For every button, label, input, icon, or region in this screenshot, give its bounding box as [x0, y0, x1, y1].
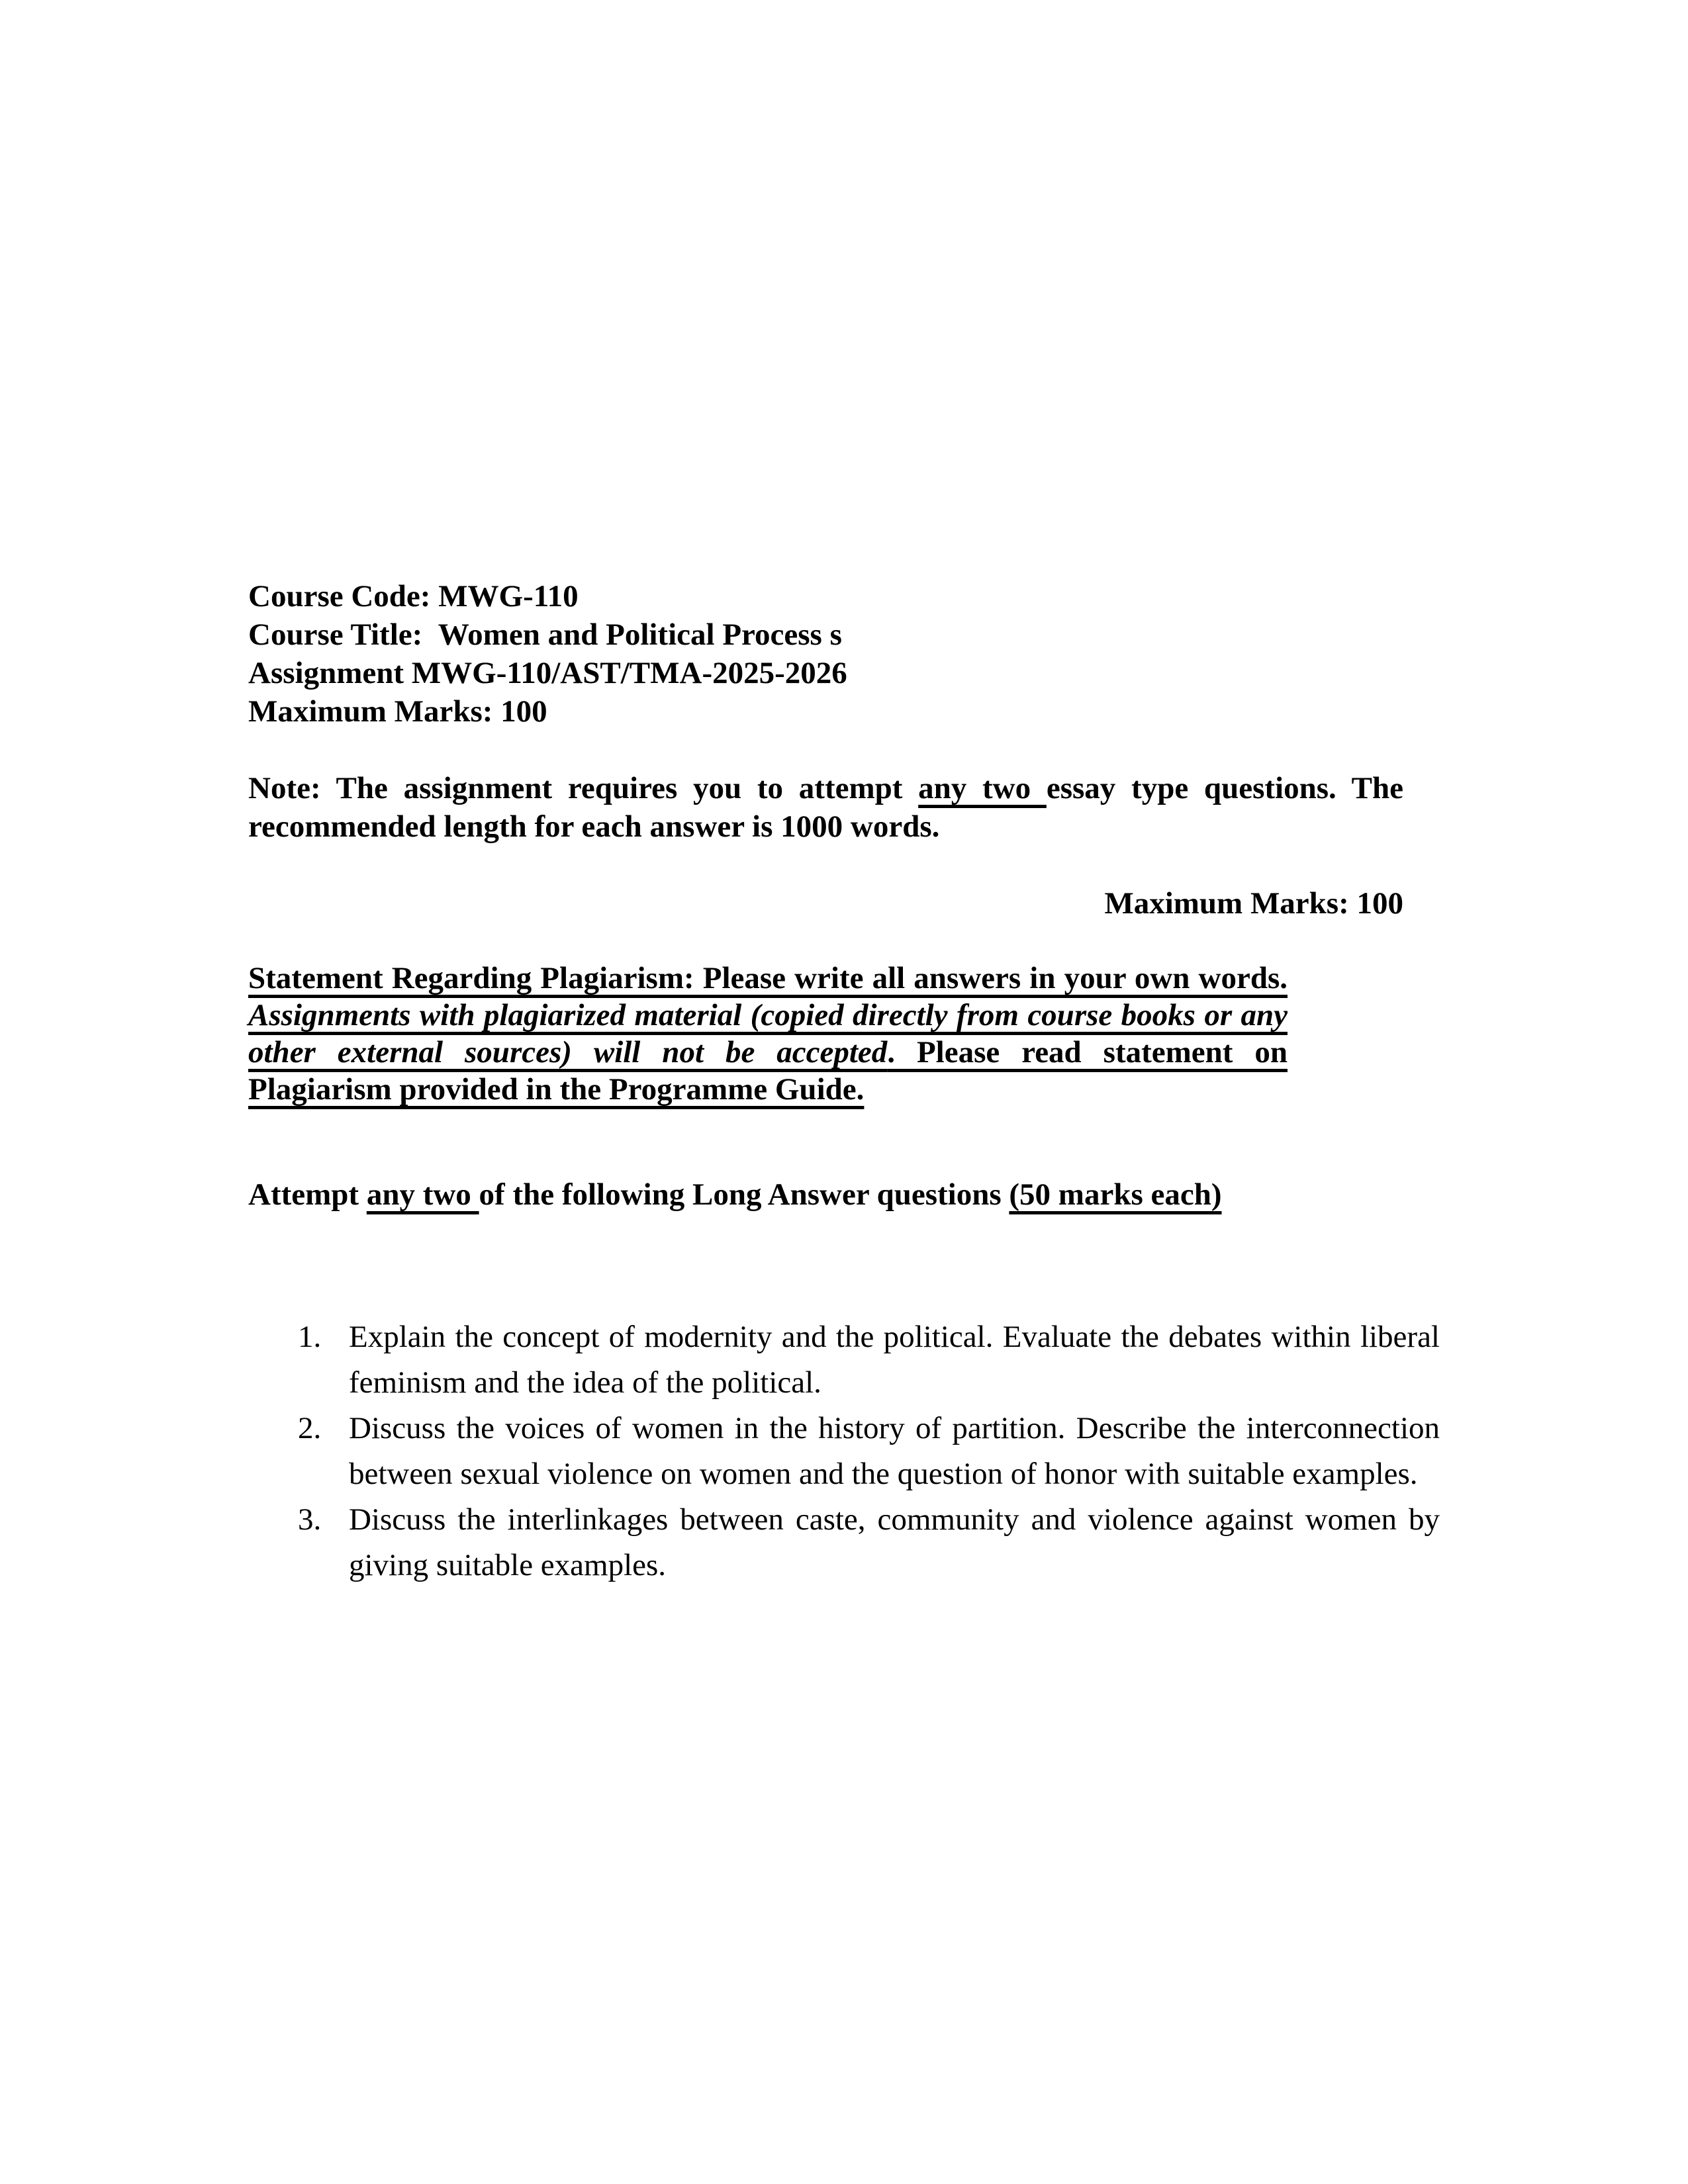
question-number: 3.: [298, 1502, 322, 1537]
course-header-block: [248, 577, 1403, 731]
maximum-marks-right-aligned: Maximum Marks: 100: [1104, 886, 1403, 921]
attempt-any-two-underlined: any two: [366, 1177, 479, 1212]
attempt-marks-each-underlined: (50 marks each): [1009, 1177, 1222, 1212]
note-paragraph: [248, 769, 1403, 846]
question-text: Discuss the interlinkages between caste, community and violence against women by giving suitable examples.: [349, 1502, 1440, 1582]
maximum-marks-line: Maximum Marks: 100: [248, 694, 547, 729]
note-text-post: essay type questions. The recommended length for each answer is 1000 words.: [248, 771, 1403, 844]
plagiarism-part3: . Please read statement on Plagiarism provided in the Programme Guide.: [248, 1035, 1288, 1107]
page-content: [248, 577, 1440, 1588]
attempt-instruction-heading: [248, 1175, 1403, 1214]
course-code-line: Course Code: MWG-110: [248, 579, 579, 614]
attempt-text-mid: of the following Long Answer questions: [479, 1177, 1009, 1212]
question-list: [248, 1314, 1440, 1588]
course-title-line: Course Title: Women and Political Process s: [248, 617, 842, 652]
question-number: 1.: [298, 1320, 322, 1354]
question-number: 2.: [298, 1411, 322, 1445]
question-text: Discuss the voices of women in the history of partition. Describe the interconnection between sexual violence on women and the question of honor with suitable examples.: [349, 1411, 1440, 1491]
note-text-pre: Note: The assignment requires you to attempt: [248, 771, 919, 805]
question-item-2: [248, 1406, 1440, 1497]
question-item-1: [248, 1314, 1440, 1406]
note-any-two-underlined: any two: [918, 771, 1047, 805]
assignment-code-line: Assignment MWG-110/AST/TMA-2025-2026: [248, 656, 847, 690]
attempt-text-pre: Attempt: [248, 1177, 367, 1212]
question-text: Explain the concept of modernity and the political. Evaluate the debates within liberal feminism and the idea of the political.: [349, 1320, 1440, 1400]
question-item-3: [248, 1497, 1440, 1588]
plagiarism-part1: Statement Regarding Plagiarism: Please write all answers in your own words.: [248, 961, 1288, 995]
plagiarism-statement: [248, 960, 1288, 1108]
plagiarism-italic-part: Assignments with plagiarized material (copied directly from course books or any other external sources) will not be accepted: [248, 998, 1288, 1069]
